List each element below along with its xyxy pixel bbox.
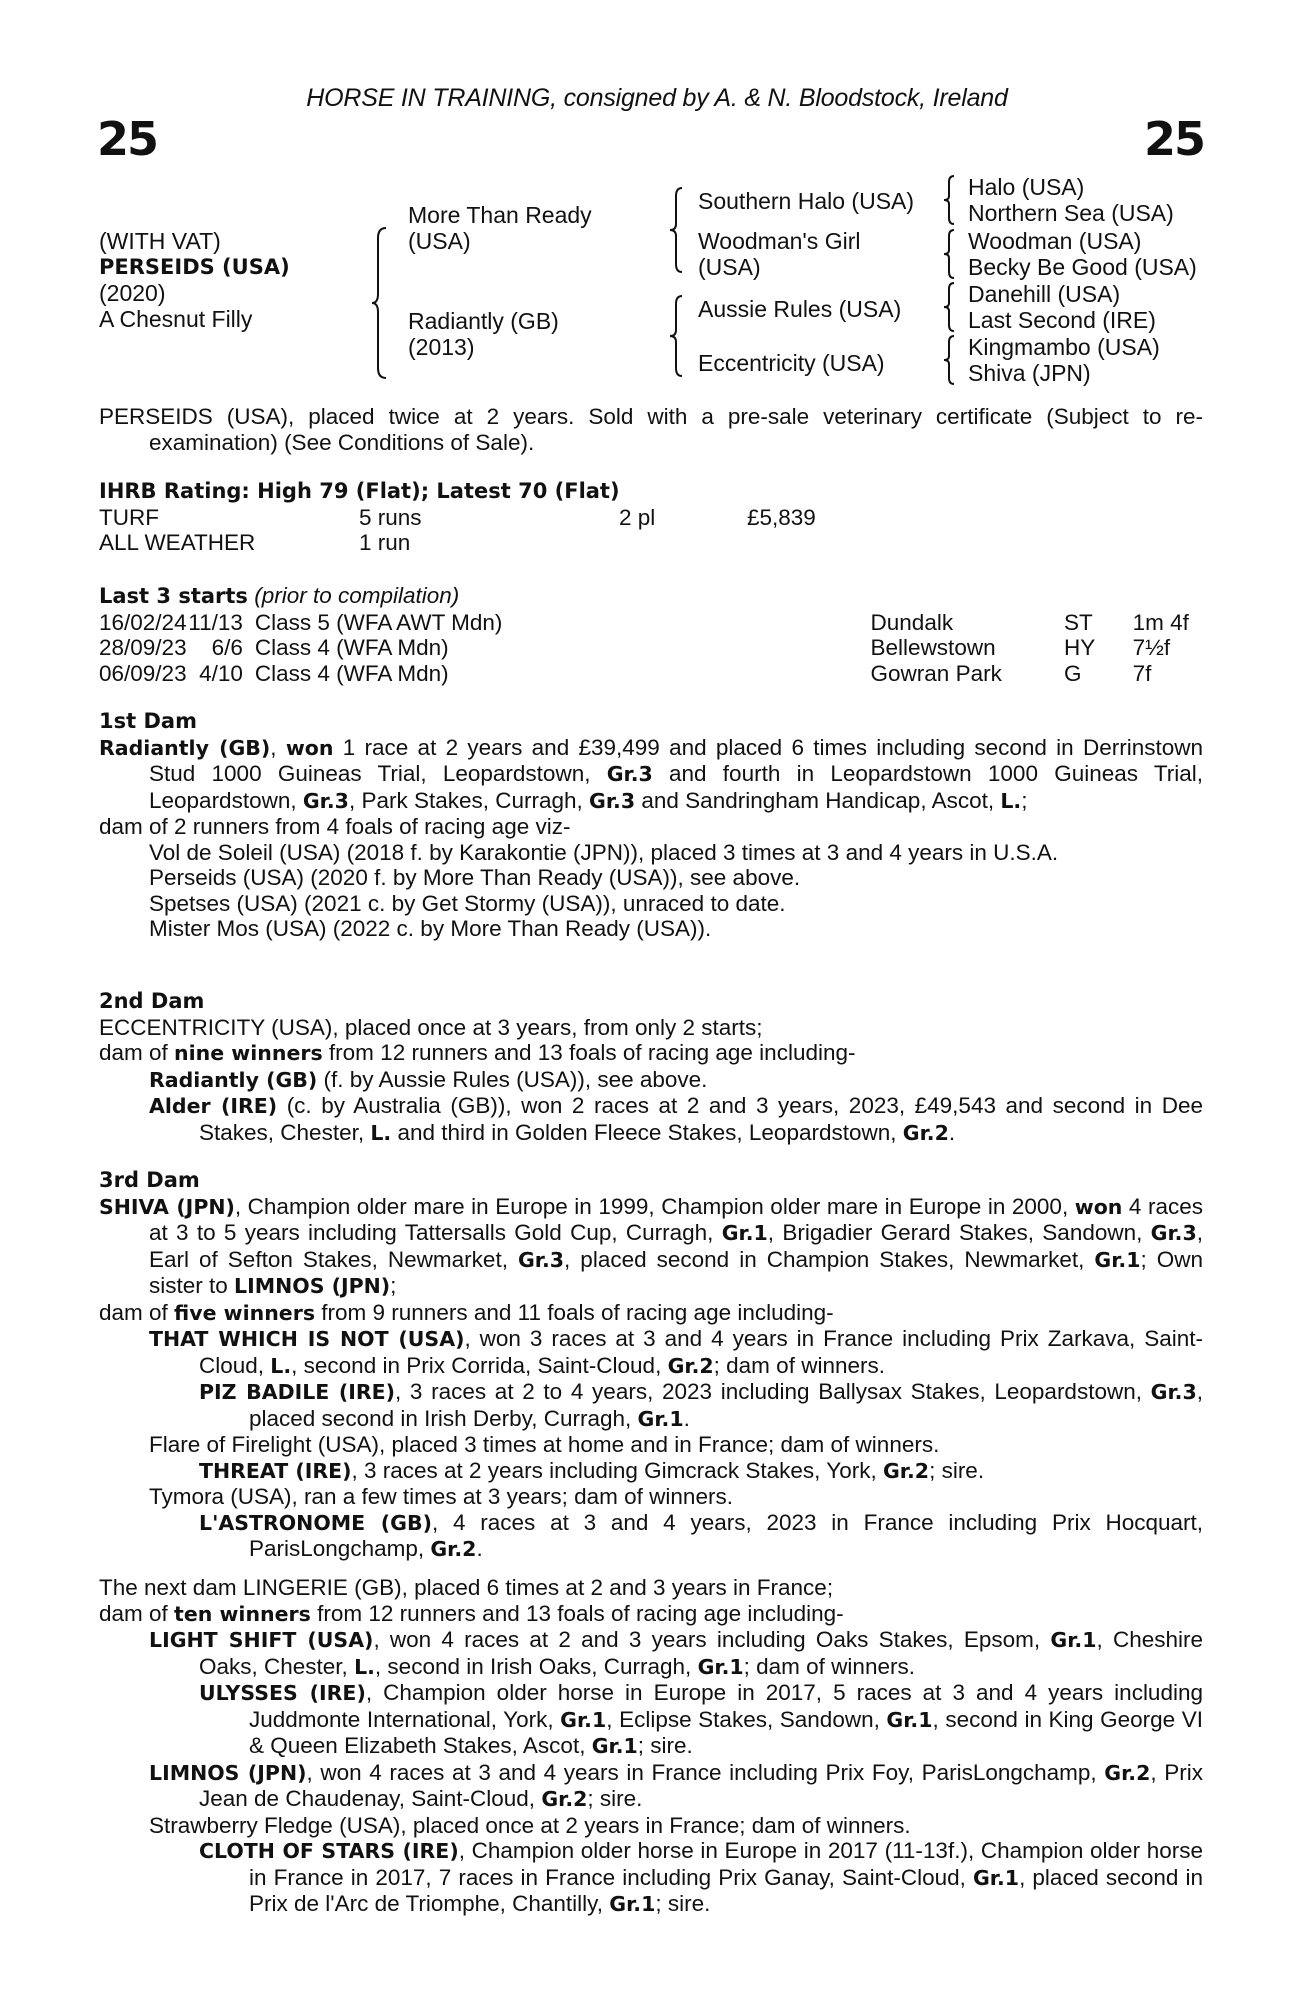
- bold-text: LIMNOS (JPN): [149, 1760, 307, 1785]
- bold-text: Gr.2: [882, 1458, 930, 1483]
- text: ,: [270, 734, 286, 760]
- start-pos: 6/6: [211, 635, 243, 660]
- bold-text: nine winners: [174, 1041, 323, 1065]
- pedigree-brace: [668, 186, 686, 274]
- text: The next dam LINGERIE (GB), placed 6 times at 2 and 3 years in France;: [99, 1575, 834, 1600]
- next-dam-section: [99, 1575, 1203, 1918]
- bold-text: Gr.1: [1094, 1247, 1141, 1272]
- dam-section-2: [99, 989, 1203, 1146]
- text: , Brigadier Gerard Stakes, Sandown,: [767, 1220, 1151, 1245]
- sire-sire: Southern Halo (USA): [698, 188, 915, 214]
- bold-text: Gr.3: [1150, 1380, 1197, 1404]
- text: , placed second in Irish Derby, Curragh,: [249, 1379, 1203, 1431]
- bold-text: PIZ BADILE (IRE): [199, 1380, 395, 1404]
- dam-paragraph: [99, 916, 1203, 942]
- start-date: 16/02/24: [99, 609, 187, 635]
- last-starts-subtitle: (prior to compilation): [254, 583, 460, 608]
- text: 4 races at 3 to 5 years including Tattersalls Gold Cup, Curragh,: [149, 1193, 1203, 1245]
- gen3-danehill: Danehill (USA): [968, 281, 1121, 307]
- start-pos: 11/13: [188, 609, 243, 635]
- text: , won 3 races at 3 and 4 years in France including Prix Zarkava, Saint-Cloud,: [199, 1326, 1203, 1378]
- text: , second in Prix Corrida, Saint-Cloud,: [291, 1352, 668, 1378]
- text: Perseids (USA) (2020 f. by More Than Ready (USA)), see above.: [149, 865, 801, 890]
- rating-surface: ALL WEATHER: [99, 530, 256, 555]
- text: and third in Golden Fleece Stakes, Leopardstown,: [391, 1119, 903, 1145]
- bold-text: Gr.1: [637, 1406, 684, 1431]
- text: , placed second in Champion Stakes, Newmarket,: [564, 1246, 1095, 1272]
- rating-row: [99, 505, 1203, 531]
- bold-text: Gr.3: [302, 788, 349, 813]
- bold-text: Gr.1: [1050, 1628, 1097, 1652]
- text: ; sire.: [587, 1786, 643, 1811]
- dam-paragraph: [99, 1015, 1203, 1041]
- text: ; dam of winners.: [743, 1653, 915, 1679]
- text: , Champion older horse in Europe in 2017, 5 races at 3 and 4 years including Juddmonte International, York,: [249, 1680, 1203, 1732]
- bold-text: Alder (IRE): [149, 1094, 278, 1118]
- start-course: Dundalk: [870, 609, 954, 635]
- bold-text: L'ASTRONOME (GB): [199, 1510, 432, 1535]
- text: , second in Irish Oaks, Curragh,: [374, 1653, 698, 1679]
- rating-prize: £5,839: [747, 504, 816, 530]
- text: , Cheshire Oaks, Chester,: [199, 1627, 1204, 1679]
- bold-text: ten winners: [174, 1601, 311, 1626]
- last-starts-title: Last 3 starts: [99, 584, 248, 608]
- dam-paragraph: [99, 1458, 1203, 1485]
- start-race: Class 4 (WFA Mdn): [254, 660, 449, 686]
- bold-text: Gr.1: [697, 1654, 744, 1679]
- rating-runs: 5 runs: [359, 504, 422, 530]
- text: , Eclipse Stakes, Sandown,: [606, 1706, 887, 1732]
- last-starts-section: [99, 583, 1203, 686]
- bold-text: CLOTH OF STARS (IRE): [199, 1839, 459, 1863]
- bold-text: L.: [1000, 788, 1022, 813]
- sire-line2: (USA): [408, 228, 471, 254]
- text: , 4 races at 3 and 4 years, 2023 in France including Prix Hocquart, ParisLongchamp,: [249, 1509, 1204, 1561]
- bold-text: Gr.3: [589, 788, 636, 813]
- gen3-northern-sea: Northern Sea (USA): [968, 200, 1174, 226]
- bold-text: LIMNOS (JPN): [234, 1274, 391, 1298]
- bold-text: L.: [270, 1353, 292, 1378]
- bold-text: Radiantly (GB): [149, 1067, 318, 1092]
- bold-text: Radiantly (GB): [99, 735, 271, 760]
- bold-text: L.: [370, 1120, 392, 1145]
- bold-text: won: [285, 735, 334, 760]
- text: from 9 runners and 11 foals of racing age including-: [315, 1299, 834, 1325]
- dam-paragraph: [99, 891, 1203, 917]
- bold-text: Gr.1: [560, 1707, 607, 1732]
- text: dam of: [99, 1040, 175, 1065]
- start-course: Bellewstown: [870, 635, 996, 660]
- text: , Champion older mare in Europe in 1999, Champion older mare in Europe in 2000,: [234, 1193, 1075, 1219]
- horse-year: (2020): [99, 280, 166, 306]
- rating-placed: [619, 530, 747, 556]
- text: ; sire.: [637, 1733, 693, 1758]
- text: and Sandringham Handicap, Ascot,: [635, 787, 1001, 813]
- start-dist: 7f: [1132, 660, 1152, 686]
- text: ; Own sister to: [149, 1246, 1203, 1298]
- last-starts-table: [99, 610, 1203, 687]
- horse-description: A Chesnut Filly: [99, 306, 253, 332]
- dam-paragraph: [99, 1379, 1203, 1432]
- text: , Earl of Sefton Stakes, Newmarket,: [149, 1220, 1203, 1272]
- dam-heading: 1st Dam: [99, 709, 197, 733]
- text: .: [683, 1405, 690, 1431]
- start-going: ST: [1064, 609, 1093, 635]
- text: , 3 races at 2 years including Gimcrack Stakes, York,: [351, 1457, 883, 1483]
- pedigree-brace: [370, 226, 390, 380]
- rating-title: IHRB Rating: High 79 (Flat); Latest 70 (Flat): [99, 479, 620, 503]
- sire-dam-line2: (USA): [698, 254, 761, 280]
- gen3-woodman: Woodman (USA): [968, 228, 1142, 254]
- bold-text: Gr.1: [721, 1221, 768, 1245]
- summary-text: PERSEIDS (USA), placed twice at 2 years. Sold with a pre-sale veterinary certificate (Subject to re-examination) (See Conditions of Sale).: [99, 404, 1203, 455]
- bold-text: five winners: [174, 1300, 316, 1325]
- start-going: G: [1064, 660, 1082, 686]
- rating-surface: TURF: [99, 504, 159, 530]
- bold-text: LIGHT SHIFT (USA): [149, 1628, 374, 1652]
- text: , won 4 races at 3 and 4 years in France including Prix Foy, ParisLongchamp,: [306, 1759, 1105, 1785]
- pedigree-brace: [942, 334, 956, 386]
- dam-paragraph: [99, 814, 1203, 840]
- text: Strawberry Fledge (USA), placed once at 2 years in France; dam of winners.: [149, 1812, 911, 1838]
- dam-line1: Radiantly (GB): [408, 308, 559, 334]
- text: (c. by Australia (GB)), won 2 races at 2 and 3 years, 2023, £49,543 and second in Dee Stakes, Chester,: [199, 1093, 1203, 1145]
- gen3-last-second: Last Second (IRE): [968, 307, 1156, 333]
- dam-paragraph: [99, 1813, 1203, 1839]
- dam-dam: Eccentricity (USA): [698, 350, 885, 376]
- dam-line2: (2013): [408, 334, 475, 360]
- text: .: [476, 1536, 483, 1561]
- start-row: [99, 661, 1203, 687]
- text: Flare of Firelight (USA), placed 3 times at home and in France; dam of winners.: [149, 1432, 940, 1457]
- bold-text: THREAT (IRE): [199, 1458, 352, 1483]
- bold-text: won: [1074, 1194, 1123, 1219]
- text: ;: [390, 1273, 397, 1298]
- gen3-shiva: Shiva (JPN): [968, 360, 1091, 386]
- rating-runs: 1 run: [359, 530, 411, 555]
- text: ;: [1021, 787, 1028, 813]
- text: ; sire.: [929, 1457, 985, 1483]
- text: Spetses (USA) (2021 c. by Get Stormy (USA)), unraced to date.: [149, 890, 786, 916]
- dam-section-3: [99, 1168, 1203, 1563]
- start-dist: 1m 4f: [1132, 609, 1189, 635]
- text: Tymora (USA), ran a few times at 3 years; dam of winners.: [149, 1484, 733, 1509]
- dam-paragraph: [99, 1040, 1203, 1067]
- horse-vat: (WITH VAT): [99, 228, 221, 254]
- text: (f. by Aussie Rules (USA)), see above.: [317, 1066, 708, 1092]
- text: Mister Mos (USA) (2022 c. by More Than Ready (USA)).: [149, 916, 712, 941]
- dam-section-1: [99, 709, 1203, 942]
- dam-paragraph: [99, 1575, 1203, 1601]
- text: and fourth in Leopardstown 1000 Guineas Trial, Leopardstown,: [149, 761, 1204, 813]
- dam-paragraph: [99, 1680, 1203, 1760]
- bold-text: Gr.2: [1104, 1760, 1151, 1785]
- sire-line1: More Than Ready: [408, 202, 592, 228]
- gen3-halo: Halo (USA): [968, 174, 1085, 200]
- text: , Park Stakes, Curragh,: [348, 787, 590, 813]
- dam-paragraph: [99, 1838, 1203, 1918]
- dam-paragraph: [99, 865, 1203, 891]
- gen3-kingmambo: Kingmambo (USA): [968, 334, 1160, 360]
- dam-paragraph: [99, 1067, 1203, 1094]
- dam-paragraph: [99, 1432, 1203, 1458]
- rating-row: [99, 530, 1203, 556]
- dam-sire: Aussie Rules (USA): [698, 296, 902, 322]
- text: from 12 runners and 13 foals of racing age including-: [322, 1040, 856, 1065]
- bold-text: Gr.1: [591, 1734, 638, 1758]
- start-race: Class 4 (WFA Mdn): [254, 635, 449, 660]
- start-row: [99, 610, 1203, 636]
- text: dam of: [99, 1299, 175, 1325]
- start-course: Gowran Park: [870, 660, 1002, 686]
- text: , won 4 races at 2 and 3 years including Oaks Stakes, Epsom,: [373, 1627, 1051, 1652]
- bold-text: Gr.2: [541, 1787, 588, 1811]
- bold-text: ULYSSES (IRE): [199, 1681, 366, 1705]
- start-going: HY: [1064, 635, 1096, 660]
- rating-section: [99, 479, 1203, 556]
- lot-number-left: 25: [97, 112, 158, 166]
- bold-text: Gr.2: [430, 1537, 477, 1561]
- text: ; dam of winners.: [713, 1352, 885, 1378]
- bold-text: L.: [354, 1654, 375, 1679]
- bold-text: Gr.2: [902, 1120, 949, 1145]
- sire-dam-line1: Woodman's Girl: [698, 228, 861, 254]
- text: , placed second in Prix de l'Arc de Triomphe, Chantilly,: [249, 1864, 1204, 1916]
- dam-paragraph: [99, 1484, 1203, 1510]
- text: , second in King George VI & Queen Elizabeth Stakes, Ascot,: [249, 1706, 1203, 1758]
- dam-paragraph: [99, 1627, 1203, 1680]
- pedigree-brace: [942, 228, 956, 280]
- dam-paragraph: [99, 840, 1203, 866]
- start-date: 06/09/23: [99, 660, 187, 686]
- dam-paragraph: [99, 735, 1203, 815]
- start-dist: 7½f: [1132, 635, 1171, 660]
- text: , Champion older horse in Europe in 2017 (11-13f.), Champion older horse in France in 2017, 7 races in France including Prix Ganay, Saint-Cloud,: [249, 1838, 1203, 1890]
- dam-paragraph: [99, 1601, 1203, 1628]
- pedigree-brace: [942, 281, 956, 333]
- text: , 3 races at 2 to 4 years, 2023 including Ballysax Stakes, Leopardstown,: [395, 1379, 1151, 1404]
- text: ECCENTRICITY (USA), placed once at 3 years, from only 2 starts;: [99, 1014, 763, 1040]
- lot-number-right: 25: [1143, 112, 1204, 166]
- dam-paragraph: [99, 1510, 1203, 1563]
- dam-heading: 2nd Dam: [99, 989, 205, 1013]
- text: dam of 2 runners from 4 foals of racing age viz-: [99, 814, 571, 839]
- text: .: [948, 1119, 956, 1145]
- bold-text: SHIVA (JPN): [99, 1194, 235, 1219]
- rating-placed: 2 pl: [619, 504, 656, 530]
- start-date: 28/09/23: [99, 635, 187, 660]
- dam-paragraph: [99, 1093, 1203, 1146]
- dam-paragraph: [99, 1300, 1203, 1327]
- start-row: [99, 635, 1203, 661]
- start-pos: 4/10: [199, 660, 243, 686]
- dam-paragraph: [99, 1326, 1203, 1379]
- pedigree-brace: [942, 174, 956, 226]
- dam-heading: 3rd Dam: [99, 1168, 200, 1192]
- horse-name: PERSEIDS (USA): [99, 255, 290, 279]
- dam-paragraph: [99, 1760, 1203, 1813]
- bold-text: Gr.2: [667, 1353, 714, 1378]
- text: 1 race at 2 years and £39,499 and placed 6 times including second in Derrinstown Stud 1000 Guineas Trial, Leopardstown,: [149, 734, 1204, 786]
- text: , Prix Jean de Chaudenay, Saint-Cloud,: [199, 1759, 1203, 1811]
- bold-text: Gr.1: [886, 1707, 933, 1732]
- text: from 12 runners and 13 foals of racing age including-: [310, 1600, 844, 1626]
- text: dam of: [99, 1600, 175, 1626]
- pedigree-brace: [668, 294, 686, 378]
- text: ; sire.: [655, 1891, 711, 1916]
- dam-paragraph: [99, 1194, 1203, 1300]
- bold-text: THAT WHICH IS NOT (USA): [149, 1327, 465, 1351]
- bold-text: Gr.1: [609, 1892, 656, 1916]
- bold-text: Gr.1: [972, 1865, 1020, 1890]
- bold-text: Gr.3: [517, 1247, 565, 1272]
- bold-text: Gr.3: [606, 762, 653, 786]
- bold-text: Gr.3: [1150, 1221, 1197, 1245]
- text: Vol de Soleil (USA) (2018 f. by Karakontie (JPN)), placed 3 times at 3 and 4 years in U.S.A.: [149, 839, 1059, 865]
- summary-section: [99, 404, 1203, 455]
- start-race: Class 5 (WFA AWT Mdn): [254, 609, 503, 635]
- consignor-heading: HORSE IN TRAINING, consigned by A. & N. Bloodstock, Ireland: [306, 84, 1008, 112]
- gen3-becky-be-good: Becky Be Good (USA): [968, 254, 1197, 280]
